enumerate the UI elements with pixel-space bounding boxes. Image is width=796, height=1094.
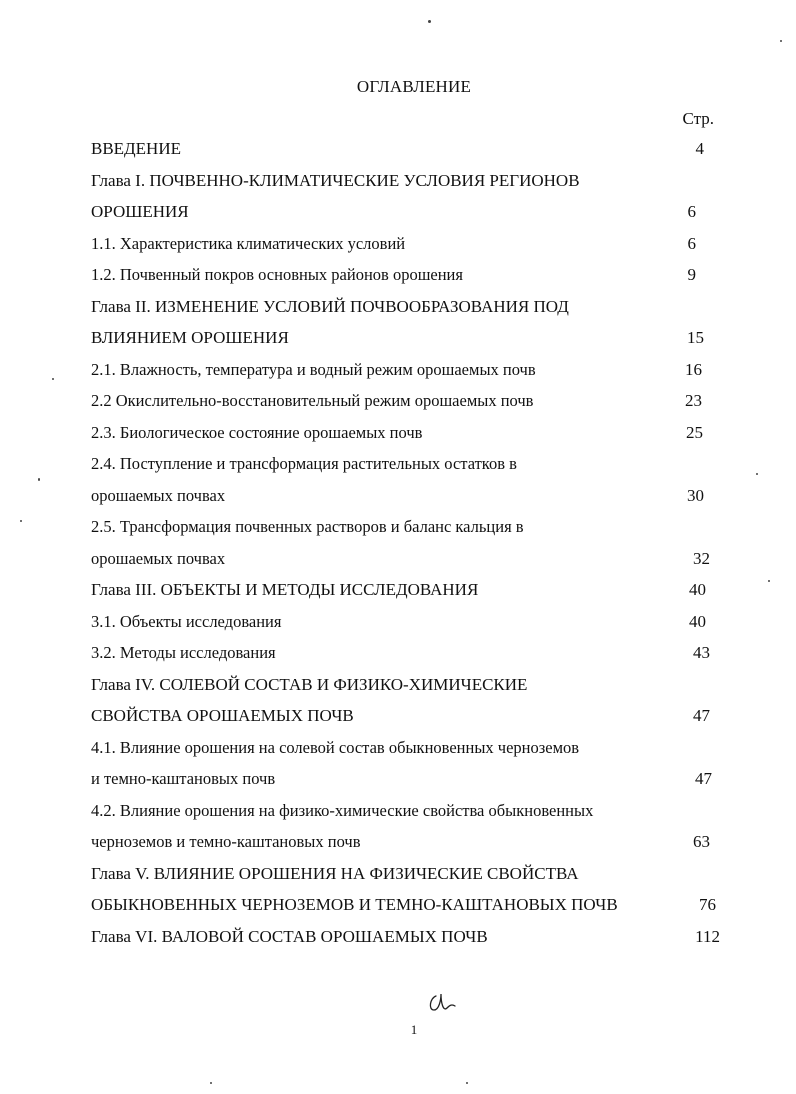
toc-entry-title: и темно-каштановых почв	[91, 769, 276, 788]
toc-entry	[0, 164, 796, 196]
toc-entry	[0, 888, 796, 920]
toc-entry-title: ОБЫКНОВЕННЫХ ЧЕРНОЗЕМОВ И ТЕМНО-КАШТАНОВЫХ ПОЧВ	[91, 895, 618, 914]
toc-entry-title: Глава V. ВЛИЯНИЕ ОРОШЕНИЯ НА ФИЗИЧЕСКИЕ СВОЙСТВА	[91, 863, 579, 883]
scan-speck	[38, 478, 40, 481]
toc-entry	[0, 227, 796, 259]
toc-entry	[0, 132, 796, 164]
toc-entry-title: 2.2 Окислительно-восстановительный режим орошаемых почв	[91, 391, 534, 410]
toc-entry-title: ВЛИЯНИЕМ ОРОШЕНИЯ	[91, 328, 289, 347]
scan-speck	[780, 40, 782, 42]
toc-entry-page: 47	[695, 769, 712, 788]
toc-entry	[0, 699, 796, 731]
toc-entry-title: 3.1. Объекты исследования	[91, 611, 282, 631]
toc-entry-page: 16	[685, 359, 702, 379]
scan-speck	[428, 20, 431, 23]
page-column-header: Стр.	[682, 109, 714, 128]
toc-entry-title: Глава III. ОБЪЕКТЫ И МЕТОДЫ ИССЛЕДОВАНИЯ	[91, 580, 479, 599]
toc-entry-page: 40	[689, 611, 706, 631]
toc-entry	[0, 794, 796, 826]
toc-entry-title: 4.1. Влияние орошения на солевой состав обыкновенных черноземов	[91, 737, 580, 757]
scan-speck	[756, 473, 758, 475]
toc-entry-page: 32	[693, 548, 710, 568]
toc-entry-title: Глава I. ПОЧВЕННО-КЛИМАТИЧЕСКИЕ УСЛОВИЯ РЕГИОНОВ	[91, 170, 580, 190]
toc-entry-page: 23	[685, 391, 702, 410]
toc-entry	[0, 636, 796, 668]
toc-entry-title: Глава IV. СОЛЕВОЙ СОСТАВ И ФИЗИКО-ХИМИЧЕСКИЕ	[91, 674, 528, 694]
handwritten-initial	[424, 984, 458, 1018]
toc-entry-page: 25	[686, 422, 703, 442]
toc-entry-page: 43	[693, 643, 710, 662]
toc-entry	[0, 447, 796, 479]
toc-entry-title: орошаемых почвах	[91, 485, 226, 505]
toc-entry-title: 4.2. Влияние орошения на физико-химические свойства обыкновенных	[91, 800, 594, 820]
toc-entry	[0, 353, 796, 385]
toc-entry-page: 47	[693, 706, 710, 725]
toc-entry-title: 2.5. Трансформация почвенных растворов и баланс кальция в	[91, 517, 524, 536]
toc-entry-title: ВВЕДЕНИЕ	[91, 139, 181, 158]
toc-entry-page: 63	[693, 832, 710, 851]
toc-entry-page: 4	[695, 139, 704, 158]
toc-entry-page: 40	[689, 580, 706, 599]
toc-entry	[0, 384, 796, 416]
toc-entry-page: 30	[687, 485, 704, 505]
toc-entry	[0, 857, 796, 889]
table-of-contents	[0, 132, 796, 951]
toc-entry	[0, 510, 796, 542]
toc-entry-title: ОРОШЕНИЯ	[91, 202, 189, 221]
toc-entry	[0, 668, 796, 700]
toc-entry	[0, 195, 796, 227]
page-number: 1	[410, 1022, 418, 1037]
toc-entry-title: Глава II. ИЗМЕНЕНИЕ УСЛОВИЙ ПОЧВООБРАЗОВАНИЯ ПОД	[91, 296, 569, 316]
toc-entry-title: 2.1. Влажность, температура и водный режим орошаемых почв	[91, 359, 536, 379]
toc-entry	[0, 920, 796, 952]
toc-entry	[0, 258, 796, 290]
toc-entry-title: Глава VI. ВАЛОВОЙ СОСТАВ ОРОШАЕМЫХ ПОЧВ	[91, 926, 488, 946]
scan-speck	[768, 580, 770, 582]
toc-entry-page: 6	[687, 202, 696, 221]
toc-entry-page: 76	[699, 895, 716, 914]
scan-speck	[466, 1082, 468, 1084]
toc-entry-page: 9	[687, 265, 696, 284]
scan-speck	[210, 1082, 212, 1084]
toc-entry	[0, 573, 796, 605]
toc-entry	[0, 416, 796, 448]
toc-entry-title: орошаемых почвах	[91, 548, 226, 568]
scan-speck	[52, 378, 54, 380]
toc-entry-title: 2.3. Биологическое состояние орошаемых почв	[91, 422, 423, 442]
toc-entry-page: 6	[687, 233, 696, 253]
toc-entry	[0, 731, 796, 763]
toc-entry-title: СВОЙСТВА ОРОШАЕМЫХ ПОЧВ	[91, 706, 354, 725]
toc-entry	[0, 290, 796, 322]
toc-entry-title: 2.4. Поступление и трансформация растительных остатков в	[91, 454, 517, 473]
toc-entry	[0, 542, 796, 574]
toc-entry-title: 1.1. Характеристика климатических условий	[91, 233, 406, 253]
scan-speck	[20, 520, 22, 522]
toc-entry-page: 112	[695, 926, 720, 946]
toc-entry-page: 15	[687, 328, 704, 347]
toc-title: ОГЛАВЛЕНИЕ	[356, 77, 472, 96]
toc-entry	[0, 479, 796, 511]
toc-entry	[0, 825, 796, 857]
toc-entry-title: черноземов и темно-каштановых почв	[91, 832, 361, 851]
toc-entry	[0, 605, 796, 637]
toc-entry-title: 1.2. Почвенный покров основных районов орошения	[91, 265, 463, 284]
toc-entry-title: 3.2. Методы исследования	[91, 643, 276, 662]
toc-entry	[0, 762, 796, 794]
toc-entry	[0, 321, 796, 353]
